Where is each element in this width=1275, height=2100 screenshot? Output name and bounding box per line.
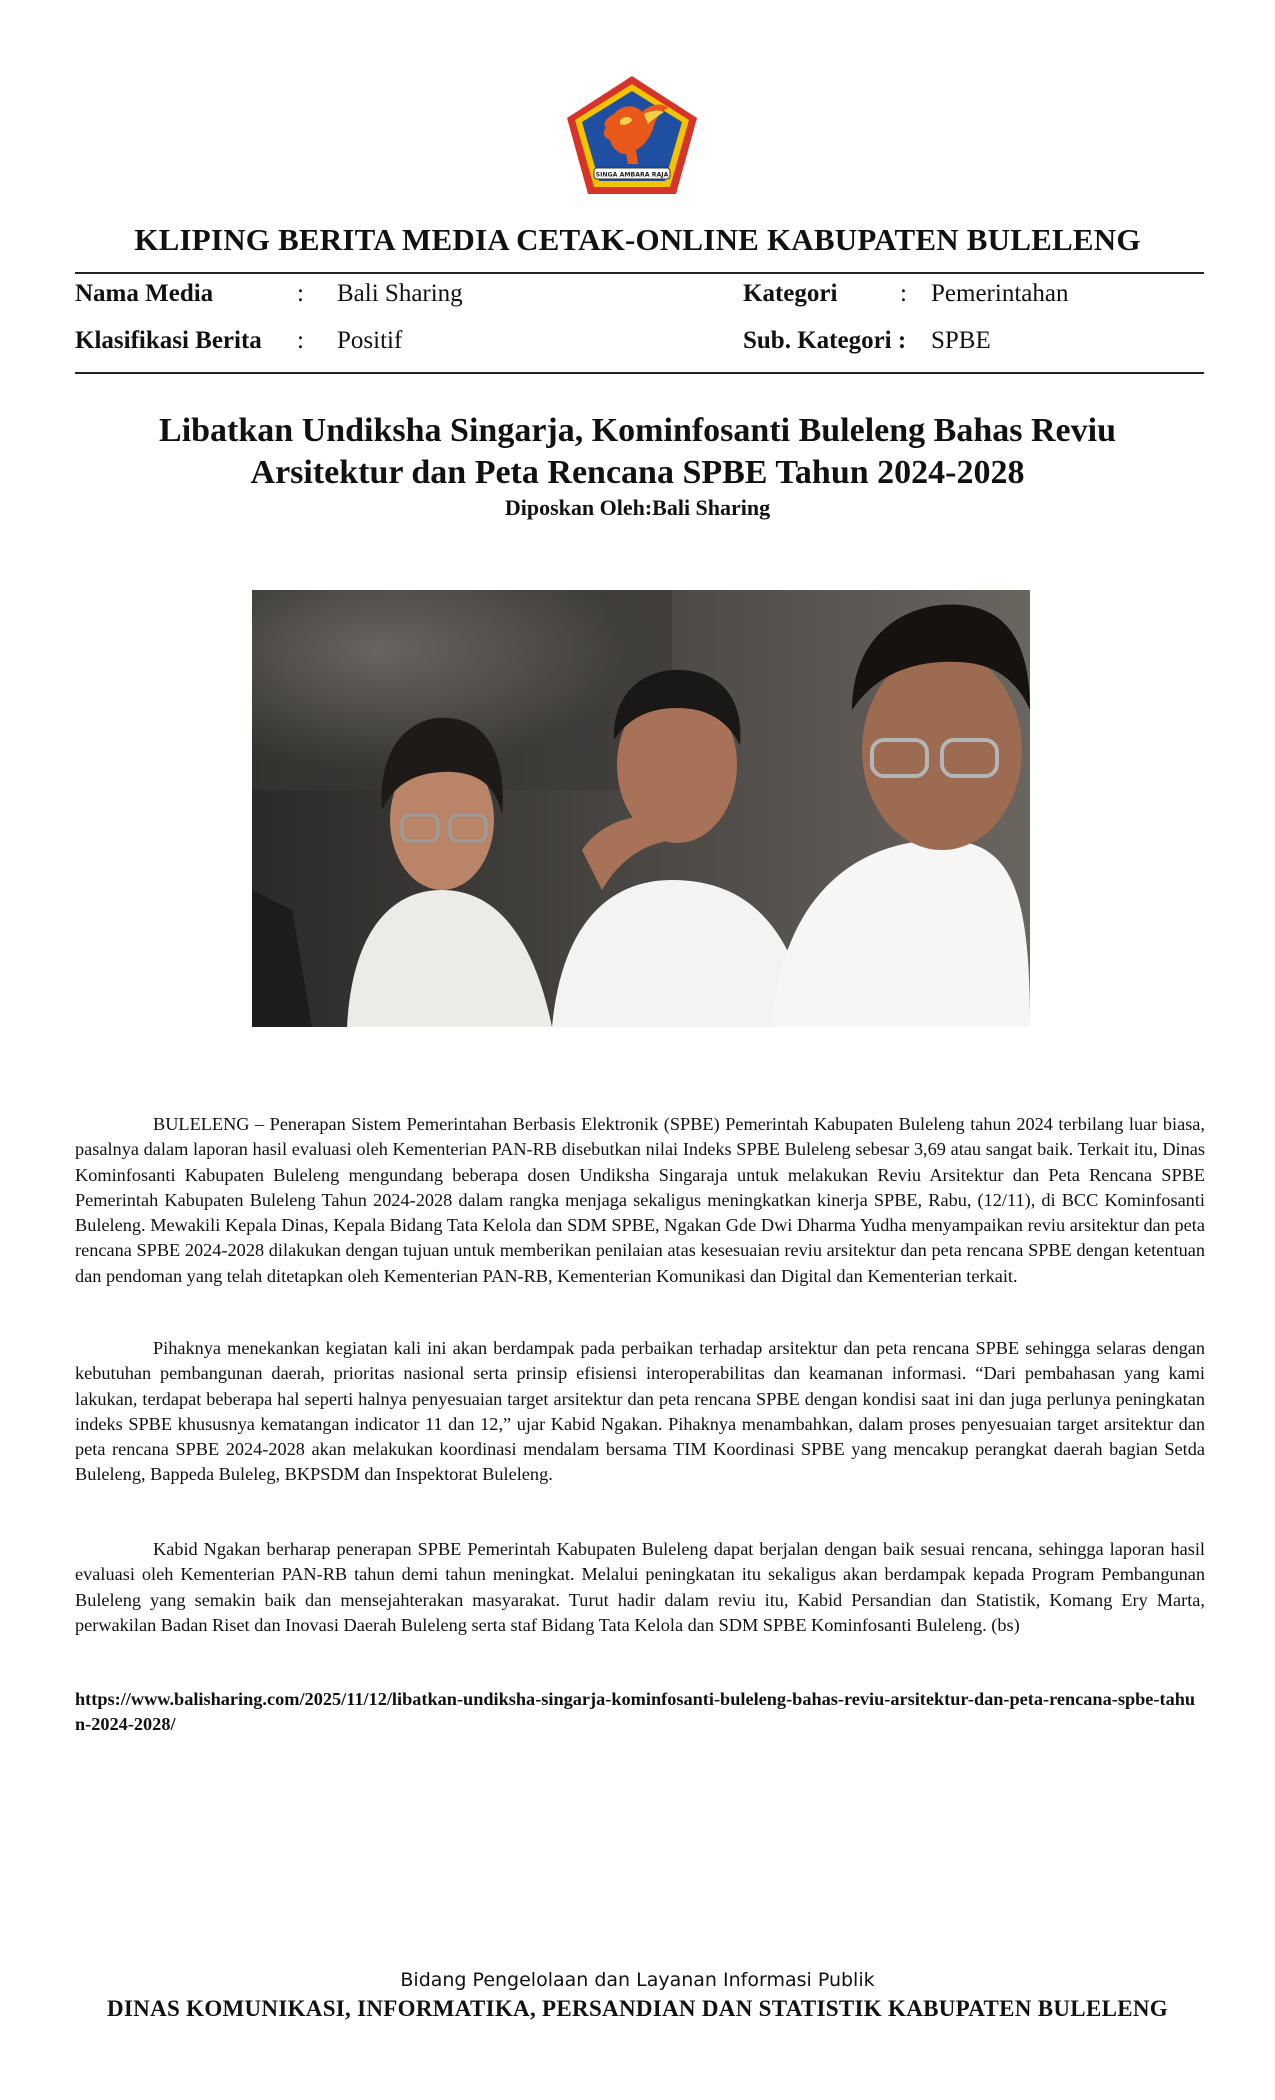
meta-value-kategori: Pemerintahan [931, 280, 1069, 307]
meta-nama-media [75, 279, 655, 309]
meta-value-sub-kategori: SPBE [931, 327, 991, 354]
article-headline: Libatkan Undiksha Singarja, Kominfosanti Buleleng Bahas Reviu Arsitektur dan Peta Rencana SPBE Tahun 2024-2028 [159, 412, 1116, 491]
meta-colon: : [900, 280, 907, 307]
clipping-title: KLIPING BERITA MEDIA CETAK-ONLINE KABUPATEN BULELENG [134, 222, 1141, 257]
article-paragraph-1 [75, 1112, 1205, 1289]
article-paragraph-3 [75, 1537, 1205, 1638]
article-paragraph-2 [75, 1336, 1205, 1488]
meta-klasifikasi-berita [75, 326, 655, 356]
meta-sub-kategori [743, 326, 1203, 356]
header-divider-top [75, 272, 1204, 274]
source-link[interactable]: https://www.balisharing.com/2025/11/12/libatkan-undiksha-singarja-kominfosanti-buleleng-bahas-reviu-arsitektur-dan-peta-rencana-spbe-tahun-2024-2028/ [75, 1689, 1196, 1735]
paragraph-text: Pihaknya menekankan kegiatan kali ini akan berdampak pada perbaikan terhadap arsitektur dan peta rencana SPBE sehingga selaras dengan kebutuhan pembangunan daerah, prioritas nasional serta prinsip efisiensi interoperabilitas dan keamanan informasi. “Dari pembahasan yang kami lakukan, terdapat beberapa hal seperti halnya penyesuaian target arsitektur dan peta rencana SPBE dengan kondisi saat ini dan juga perlunya peningkatan indeks SPBE khususnya kematangan indicator 11 dan 12,” ujar Kabid Ngakan. Pihaknya menambahkan, dalam proses penyesuaian target arsitektur dan peta rencana SPBE 2024-2028 akan melakukan koordinasi mendalam bersama TIM Koordinasi SPBE yang mencakup perangkat daerah bagian Setda Buleleng, Bappeda Buleleg, BKPSDM dan Inspektorat Buleleng. [75, 1338, 1205, 1485]
paragraph-text: BULELENG – Penerapan Sistem Pemerintahan Berbasis Elektronik (SPBE) Pemerintah Kabupaten Buleleng tahun 2024 terbilang luar biasa, pasalnya dalam laporan hasil evaluasi oleh Kementerian PAN-RB disebutkan nilai Indeks SPBE Buleleng sebesar 3,69 atau sangat baik. Terkait itu, Dinas Kominfosanti Kabupaten Buleleng mengundang beberapa dosen Undiksha Singaraja untuk melakukan Reviu Arsitektur dan Peta Rencana SPBE Pemerintah Kabupaten Buleleng Tahun 2024-2028 dalam rangka menjaga sekaligus meningkatkan kinerja SPBE, Rabu, (12/11), di BCC Kominfosanti Buleleng. Mewakili Kepala Dinas, Kepala Bidang Tata Kelola dan SDM SPBE, Ngakan Gde Dwi Dharma Yudha menyampaikan reviu arsitektur dan peta rencana SPBE 2024-2028 dilakukan dengan tujuan untuk memberikan penilaian atas kesesuaian reviu arsitektur dan peta rencana SPBE dengan ketentuan dan pendoman yang telah ditetapkan oleh Kementerian PAN-RB, Kementerian Komunikasi dan Digital dan Kementerian terkait. [75, 1114, 1205, 1286]
meta-label: Klasifikasi Berita [75, 327, 262, 354]
article-photo [252, 590, 1030, 1027]
buleleng-emblem-icon [564, 74, 700, 198]
meta-label: Sub. Kategori : [743, 327, 907, 354]
footer-unit: Bidang Pengelolaan dan Layanan Informasi Publik [400, 1969, 875, 1991]
article-byline: Diposkan Oleh:Bali Sharing [504, 495, 771, 520]
meta-value-klasifikasi: Positif [337, 327, 403, 354]
meeting-photo-illustration [252, 590, 1030, 1027]
header-divider-bottom [75, 372, 1204, 374]
emblem-motto: SINGA AMBARA RAJA [595, 171, 669, 179]
meta-colon: : [297, 327, 304, 354]
meta-value-nama-media: Bali Sharing [337, 280, 463, 307]
meta-kategori [743, 279, 1203, 309]
meta-label: Kategori [743, 280, 838, 307]
footer-department: DINAS KOMUNIKASI, INFORMATIKA, PERSANDIAN DAN STATISTIK KABUPATEN BULELENG [107, 1996, 1168, 2021]
meta-colon: : [297, 280, 304, 307]
meta-label: Nama Media [75, 280, 214, 307]
paragraph-text: Kabid Ngakan berharap penerapan SPBE Pemerintah Kabupaten Buleleng dapat berjalan dengan baik sesuai rencana, sehingga laporan hasil evaluasi oleh Kementerian PAN-RB tahun demi tahun meningkat. Melalui peningkatan itu sekaligus akan berdampak kepada Program Pembangunan Buleleng yang semakin baik dan mensejahterakan masyarakat. Turut hadir dalam reviu itu, Kabid Persandian dan Statistik, Komang Ery Marta, perwakilan Badan Riset dan Inovasi Daerah Buleleng serta staf Bidang Tata Kelola dan SDM SPBE Kominfosanti Buleleng. (bs) [75, 1539, 1205, 1635]
